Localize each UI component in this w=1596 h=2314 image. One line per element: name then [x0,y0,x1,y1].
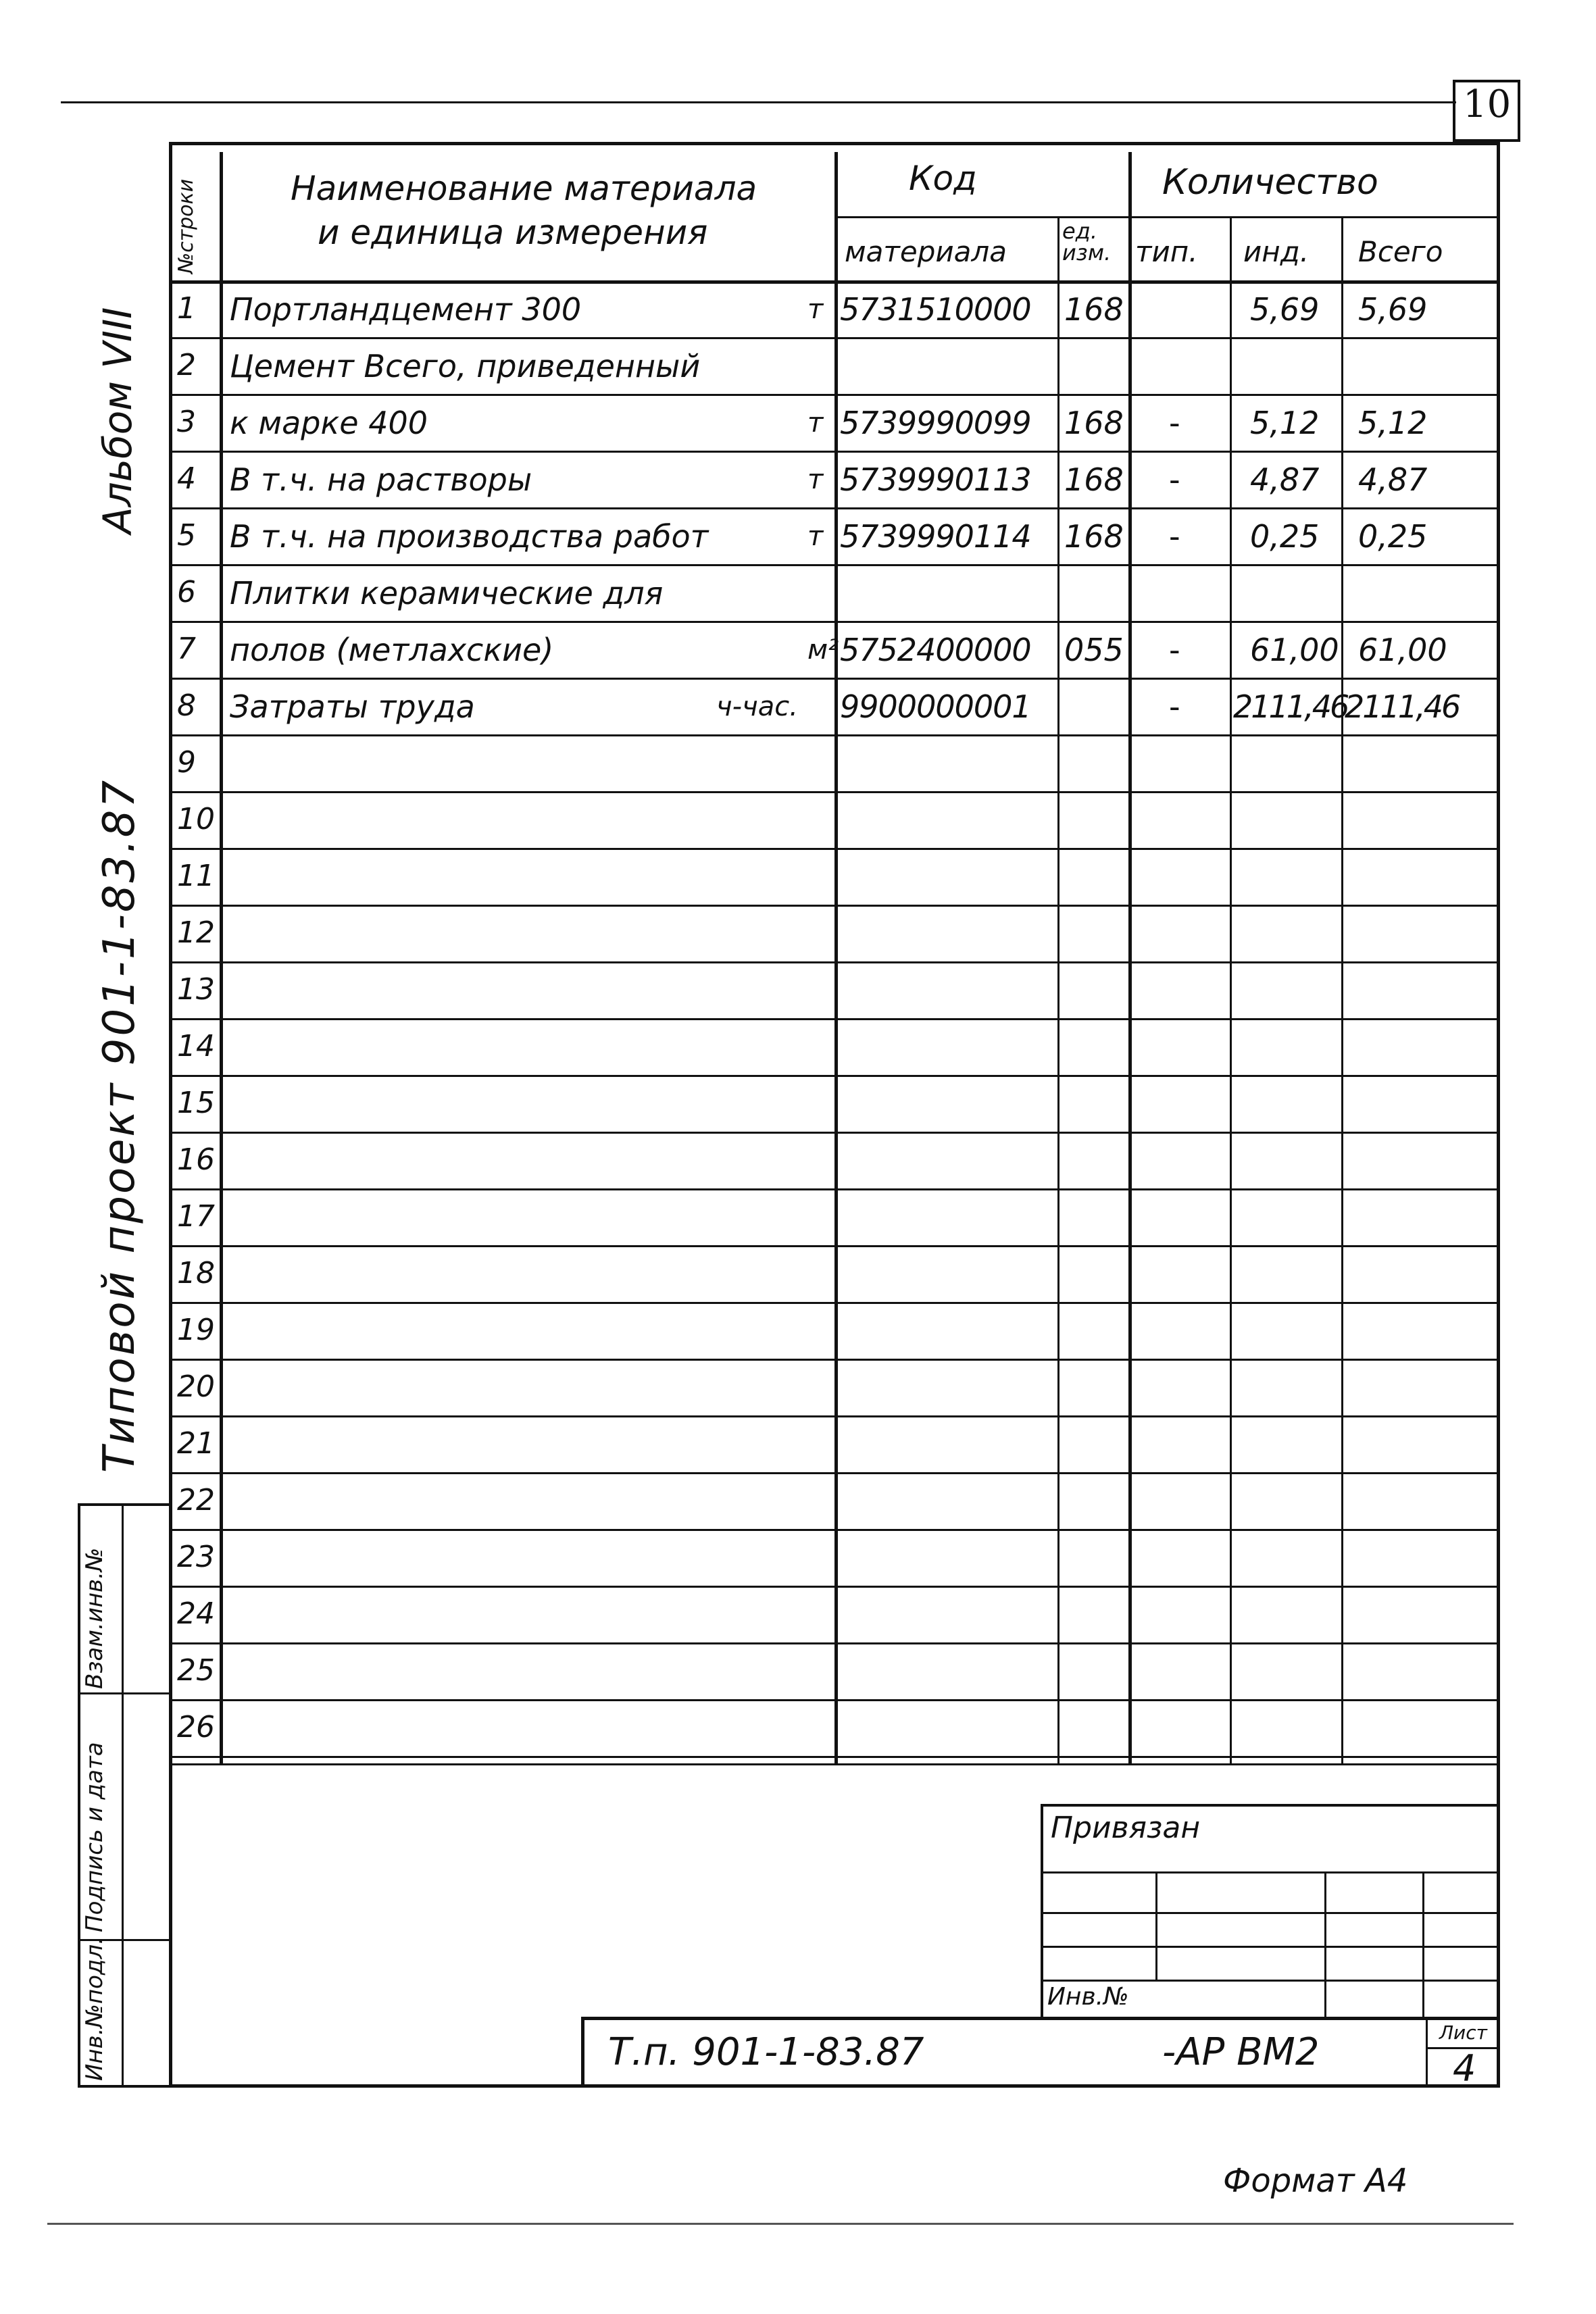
bound-rule [1041,1980,1500,1982]
header-qty-total: Всего [1358,235,1443,268]
row-unit-code: 168 [1064,518,1124,555]
row-rule [169,1472,1500,1474]
bound-rule [1041,1912,1500,1914]
row-type: - [1169,461,1180,498]
row-number: 9 [177,745,196,780]
row-number: 20 [177,1369,215,1404]
bottom-rule [47,2223,1514,2225]
row-number: 13 [177,972,215,1007]
row-rule [169,1642,1500,1644]
row-ind: 5,12 [1250,405,1320,441]
row-code: 5739990114 [840,518,1031,555]
row-unit-code: 168 [1064,291,1124,328]
row-name: Портландцемент 300 [230,291,582,328]
bound-rule [1041,1946,1500,1948]
row-number: 17 [177,1199,215,1234]
inv-label: Инв.№ [1047,1983,1129,2011]
sheet-label: Лист [1439,2021,1487,2044]
stamp-label-inv: Инв.№подл. [81,1937,108,2081]
row-name: к марке 400 [230,405,428,441]
row-rule [169,961,1500,963]
row-ind: 5,69 [1250,291,1320,328]
sheet-number: 10 [1463,82,1512,126]
header-qty-ind: инд. [1243,235,1310,268]
row-rule [169,1359,1500,1361]
row-type: - [1169,518,1180,555]
row-code: 5739990099 [840,405,1031,441]
header-qty: Количество [1162,162,1378,203]
row-rule [169,1415,1500,1417]
row-code: 5731510000 [840,291,1031,328]
stamp-rule [78,1692,169,1694]
row-total: 5,69 [1358,291,1428,328]
row-rule [169,451,1500,453]
sheet-divider [1426,2017,1428,2088]
row-number: 21 [177,1426,215,1461]
row-number: 26 [177,1710,215,1744]
header-name-2: и единица измерения [318,213,708,252]
row-rule [169,337,1500,339]
row-code: 9900000001 [840,688,1031,725]
row-rule [169,1586,1500,1588]
row-total: 5,12 [1358,405,1428,441]
row-number: 2 [177,348,196,382]
format-label: Формат А4 [1223,2162,1408,2200]
row-number: 4 [177,461,196,496]
row-unit: т [807,464,824,495]
header-code-material: материала [845,235,1007,268]
row-ind: 4,87 [1250,461,1320,498]
col-line [1230,216,1232,1763]
row-number: 24 [177,1596,215,1631]
stamp-label-sign: Подпись и дата [81,1742,108,1932]
row-number: 18 [177,1256,215,1290]
header-row-no: №строки [174,178,198,274]
row-rule [169,1302,1500,1304]
row-unit: т [807,294,824,325]
row-unit-code: 168 [1064,405,1124,441]
row-ind: 0,25 [1250,518,1320,555]
row-number: 14 [177,1029,215,1063]
row-unit: м² [807,634,839,665]
project-label: Типовой проект 901-1-83.87 [95,778,145,1473]
row-number: 10 [177,802,215,836]
row-rule [169,678,1500,680]
row-number: 5 [177,518,196,553]
row-rule [169,621,1500,623]
row-name: В т.ч. на растворы [230,461,532,498]
row-rule [169,791,1500,793]
row-unit-code: 055 [1064,632,1124,668]
row-number: 22 [177,1483,215,1517]
row-rule [169,1075,1500,1077]
album-label: Альбом VIII [95,307,141,534]
header-code: Код [909,159,977,198]
row-rule [169,1245,1500,1247]
row-name: полов (метлахские) [230,632,554,668]
row-name: Плитки керамические для [230,575,664,611]
row-type: - [1169,688,1180,725]
top-rule [61,101,1456,103]
row-number: 3 [177,405,196,439]
header-bottom [169,280,1500,284]
row-rule [169,1529,1500,1531]
row-unit: т [807,521,824,552]
row-number: 8 [177,688,196,723]
row-rule [169,1699,1500,1701]
header-name-1: Наименование материала [291,169,757,208]
stamp-divider [122,1503,124,2088]
bound-label: Привязан [1051,1811,1201,1845]
row-rule [169,1018,1500,1020]
row-number: 6 [177,575,196,609]
sheet-value: 4 [1453,2047,1476,2090]
row-total: 4,87 [1358,461,1428,498]
row-name: Цемент Всего, приведенный [230,348,701,384]
row-rule [169,734,1500,736]
header-subrule [834,216,1500,218]
row-code: 5739990113 [840,461,1031,498]
header-code-unit: ед. изм. [1062,218,1112,266]
row-rule [169,394,1500,396]
row-rule [169,905,1500,907]
row-number: 23 [177,1540,215,1574]
row-unit: т [807,407,824,438]
row-number: 16 [177,1142,215,1177]
bound-divider [1324,1871,1326,2020]
row-number: 12 [177,915,215,950]
row-number: 1 [177,291,196,326]
table-bottom [169,1763,1500,1765]
row-total: 2111,46 [1345,688,1460,725]
row-number: 7 [177,632,196,666]
bound-divider [1155,1871,1157,1980]
row-rule [169,1188,1500,1190]
stamp-label-vzam: Взам.инв.№ [81,1547,108,1689]
bound-divider [1422,1871,1424,2020]
row-number: 15 [177,1086,215,1120]
row-rule [169,848,1500,850]
row-rule [169,507,1500,509]
row-number: 25 [177,1653,215,1688]
row-ind: 2111,46 [1233,688,1348,725]
row-code: 5752400000 [840,632,1031,668]
row-total: 61,00 [1358,632,1447,668]
row-rule [169,1756,1500,1758]
row-name: Затраты труда [230,688,475,725]
row-total: 0,25 [1358,518,1428,555]
doc-code: -АР ВМ2 [1162,2030,1320,2074]
row-type: - [1169,632,1180,668]
row-ind: 61,00 [1250,632,1339,668]
bound-rule [1041,1871,1500,1873]
row-number: 11 [177,859,215,893]
row-type: - [1169,405,1180,441]
header-qty-type: тип. [1135,235,1198,268]
row-rule [169,564,1500,566]
col-line [1057,216,1059,1763]
doc-number: Т.п. 901-1-83.87 [608,2030,924,2074]
row-unit-code: 168 [1064,461,1124,498]
row-number: 19 [177,1313,215,1347]
row-name: В т.ч. на производства работ [230,518,709,555]
col-line [1341,216,1343,1763]
row-unit: ч-час. [716,691,798,722]
row-rule [169,1132,1500,1134]
